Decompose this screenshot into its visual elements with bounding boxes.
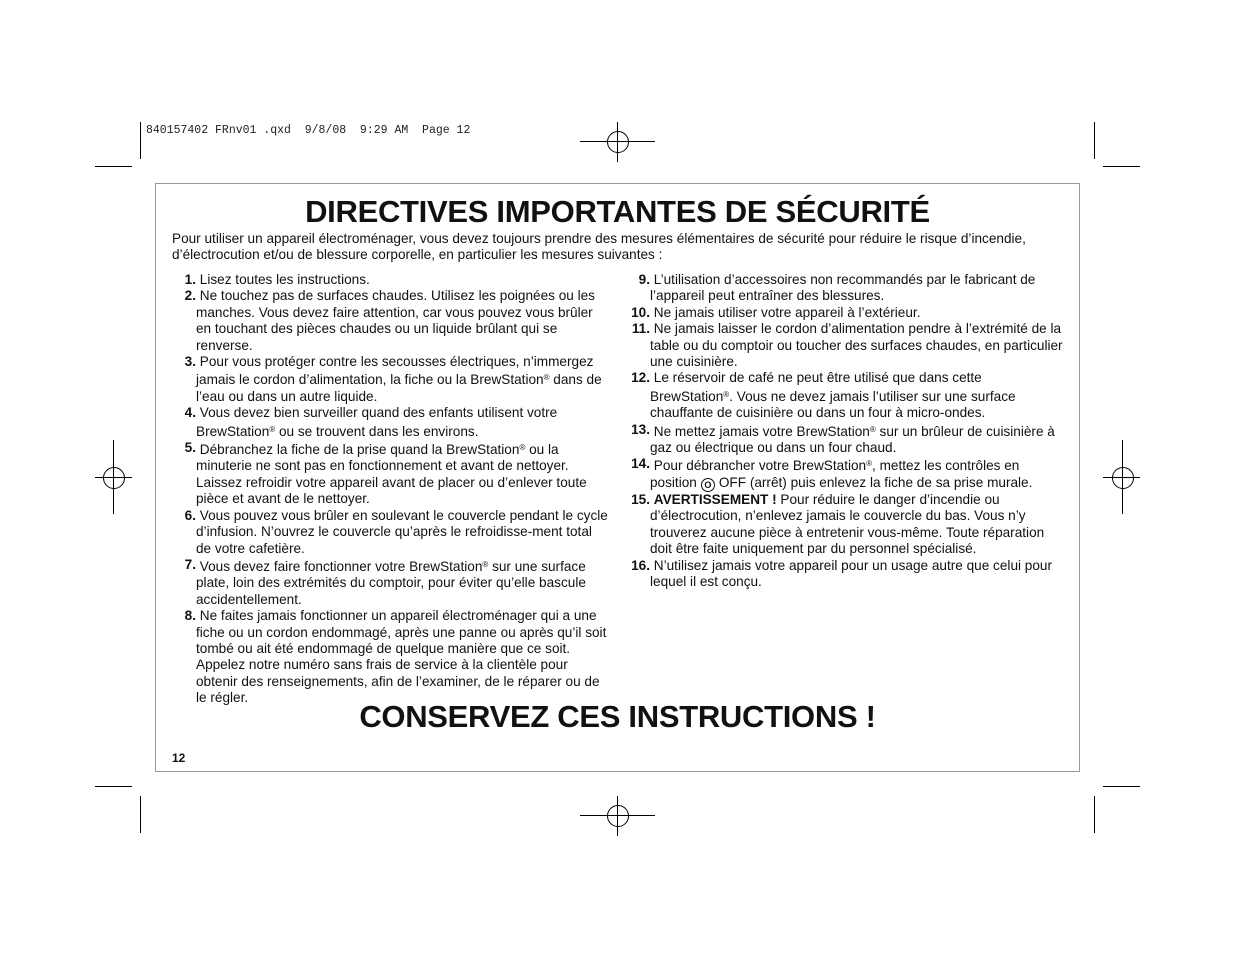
- list-item: [170, 608, 610, 706]
- registered-mark: ®: [723, 389, 730, 399]
- item-text: AVERTISSEMENT ! Pour réduire le danger d’incendie ou d’électrocution, n’enlevez jamais le couvercle du bas. Vous n’y trouverez aucune pièce à entretenir vous-même. Toute réparation doit être faite uniquement par du personnel spécialisé.: [650, 491, 1045, 557]
- item-text: Débranchez la fiche de la prise quand la BrewStation® ou la minuterie ne sont pas en fonctionnement et avant de nettoyer. Laissez refroidir votre appareil avant de placer ou d’enlever toute pièce et avant de le nettoyer.: [196, 442, 587, 507]
- registered-mark: ®: [869, 424, 876, 434]
- item-text: Pour vous protéger contre les secousses électriques, n’immergez jamais le cordon d’alimentation, la fiche ou la BrewStation® dans de l’eau ou dans un autre liquide.: [196, 354, 602, 404]
- item-text: Lisez toutes les instructions.: [199, 272, 370, 287]
- list-item: [618, 558, 1068, 591]
- item-number: 15.: [631, 491, 650, 507]
- list-item: [618, 272, 1068, 305]
- page-number: 12: [172, 751, 186, 765]
- item-number: 2.: [184, 288, 196, 304]
- crop-mark: [140, 122, 141, 159]
- item-number: 13.: [631, 421, 650, 437]
- item-text: Ne mettez jamais votre BrewStation® sur un brûleur de cuisinière à gaz ou électrique ou dans un four chaud.: [650, 423, 1055, 456]
- list-item: [618, 422, 1068, 457]
- item-text: Ne jamais laisser le cordon d’alimentation pendre à l’extrémité de la table ou du comptoir ou toucher des surfaces chaudes, en particulier une cuisinière.: [650, 321, 1063, 370]
- item-number: 5.: [184, 440, 196, 456]
- item-text: Ne jamais utiliser votre appareil à l’extérieur.: [653, 304, 921, 320]
- item-text: Ne faites jamais fonctionner un appareil électroménager qui a une fiche ou un cordon endommagé, après une panne ou après qu’il soit tombé ou ait été endommagé de quelque manière que ce soit. Appelez notre numéro sans frais de service à la clientèle pour obtenir des renseignements, afin de l’examiner, de le réparer ou de le régler.: [196, 608, 607, 706]
- list-item: [618, 305, 1068, 321]
- crop-mark: [1094, 122, 1095, 159]
- instructions-column-left: [170, 272, 610, 707]
- list-item: [170, 272, 610, 288]
- instructions-column-right: [618, 272, 1068, 590]
- item-text: L’utilisation d’accessoires non recommandés par le fabricant de l’appareil peut entraîner des blessures.: [650, 272, 1036, 304]
- crop-mark: [1094, 796, 1095, 833]
- crop-mark: [140, 796, 141, 833]
- list-item: [170, 508, 610, 557]
- item-number: 3.: [184, 354, 196, 370]
- item-number: 10.: [631, 304, 650, 320]
- closing-title: CONSERVEZ CES INSTRUCTIONS !: [359, 699, 876, 734]
- item-number: 1.: [184, 272, 196, 287]
- crop-mark: [1103, 786, 1140, 787]
- list-item: [618, 370, 1068, 421]
- list-item: [170, 354, 610, 405]
- item-text: Le réservoir de café ne peut être utilisé que dans cette BrewStation®. Vous ne devez jamais l’utiliser sur une surface chauffante de cuisinière ou dans un four à micro-ondes.: [650, 370, 1016, 421]
- item-number: 4.: [184, 405, 196, 421]
- crop-mark: [1103, 166, 1140, 167]
- list-item: [170, 405, 610, 440]
- crop-mark: [95, 166, 132, 167]
- item-text: Vous devez faire fonctionner votre BrewStation® sur une surface plate, loin des extrémités du comptoir, pour éviter qu’elle bascule accidentellement.: [196, 558, 586, 607]
- warning-label: AVERTISSEMENT !: [653, 491, 777, 507]
- item-text: N’utilisez jamais votre appareil pour un usage autre que celui pour lequel il est conçu.: [650, 557, 1053, 589]
- crop-mark: [95, 786, 132, 787]
- list-item: [170, 440, 610, 508]
- page-title: DIRECTIVES IMPORTANTES DE SÉCURITÉ: [305, 194, 930, 229]
- item-number: 8.: [184, 608, 196, 624]
- item-number: 11.: [631, 321, 650, 337]
- list-item: [618, 456, 1068, 491]
- item-text: Vous pouvez vous brûler en soulevant le couvercle pendant le cycle d’infusion. N’ouvrez le couvercle qu’après le refroidisse-ment total de votre cafetière.: [196, 507, 608, 556]
- item-text: Pour débrancher votre BrewStation®, mettez les contrôles en position O OFF (arrêt) puis enlevez la fiche de sa prise murale.: [650, 458, 1033, 490]
- intro-paragraph: Pour utiliser un appareil électroménager, vous devez toujours prendre des mesures élémentaires de sécurité pour réduire le risque d’incendie, d’électrocution et/ou de blessure corporelle, en particulier les mesures suivantes :: [172, 231, 1026, 263]
- item-number: 6.: [184, 507, 196, 523]
- list-item: [170, 557, 610, 608]
- item-number: 12.: [631, 370, 650, 386]
- registered-mark: ®: [866, 459, 873, 469]
- registered-mark: ®: [543, 373, 550, 383]
- registered-mark: ®: [269, 424, 276, 434]
- list-item: [618, 492, 1068, 558]
- item-number: 7.: [184, 556, 196, 572]
- item-number: 9.: [638, 272, 650, 287]
- power-off-icon: O: [701, 478, 715, 492]
- item-number: 16.: [631, 557, 650, 573]
- page-frame: [155, 183, 1080, 772]
- item-number: 14.: [631, 456, 650, 472]
- item-text: Vous devez bien surveiller quand des enfants utilisent votre BrewStation® ou se trouvent dans les environs.: [196, 405, 558, 439]
- registered-mark: ®: [482, 559, 489, 569]
- item-text: Ne touchez pas de surfaces chaudes. Utilisez les poignées ou les manches. Vous devez faire attention, car vous pouvez vous brûler en touchant des pièces chaudes ou un liquide brûlant qui se renverse.: [196, 288, 595, 353]
- list-item: [618, 321, 1068, 370]
- registered-mark: ®: [519, 443, 526, 453]
- printer-slug: 840157402 FRnv01 .qxd 9/8/08 9:29 AM Page 12: [146, 124, 471, 137]
- list-item: [170, 288, 610, 354]
